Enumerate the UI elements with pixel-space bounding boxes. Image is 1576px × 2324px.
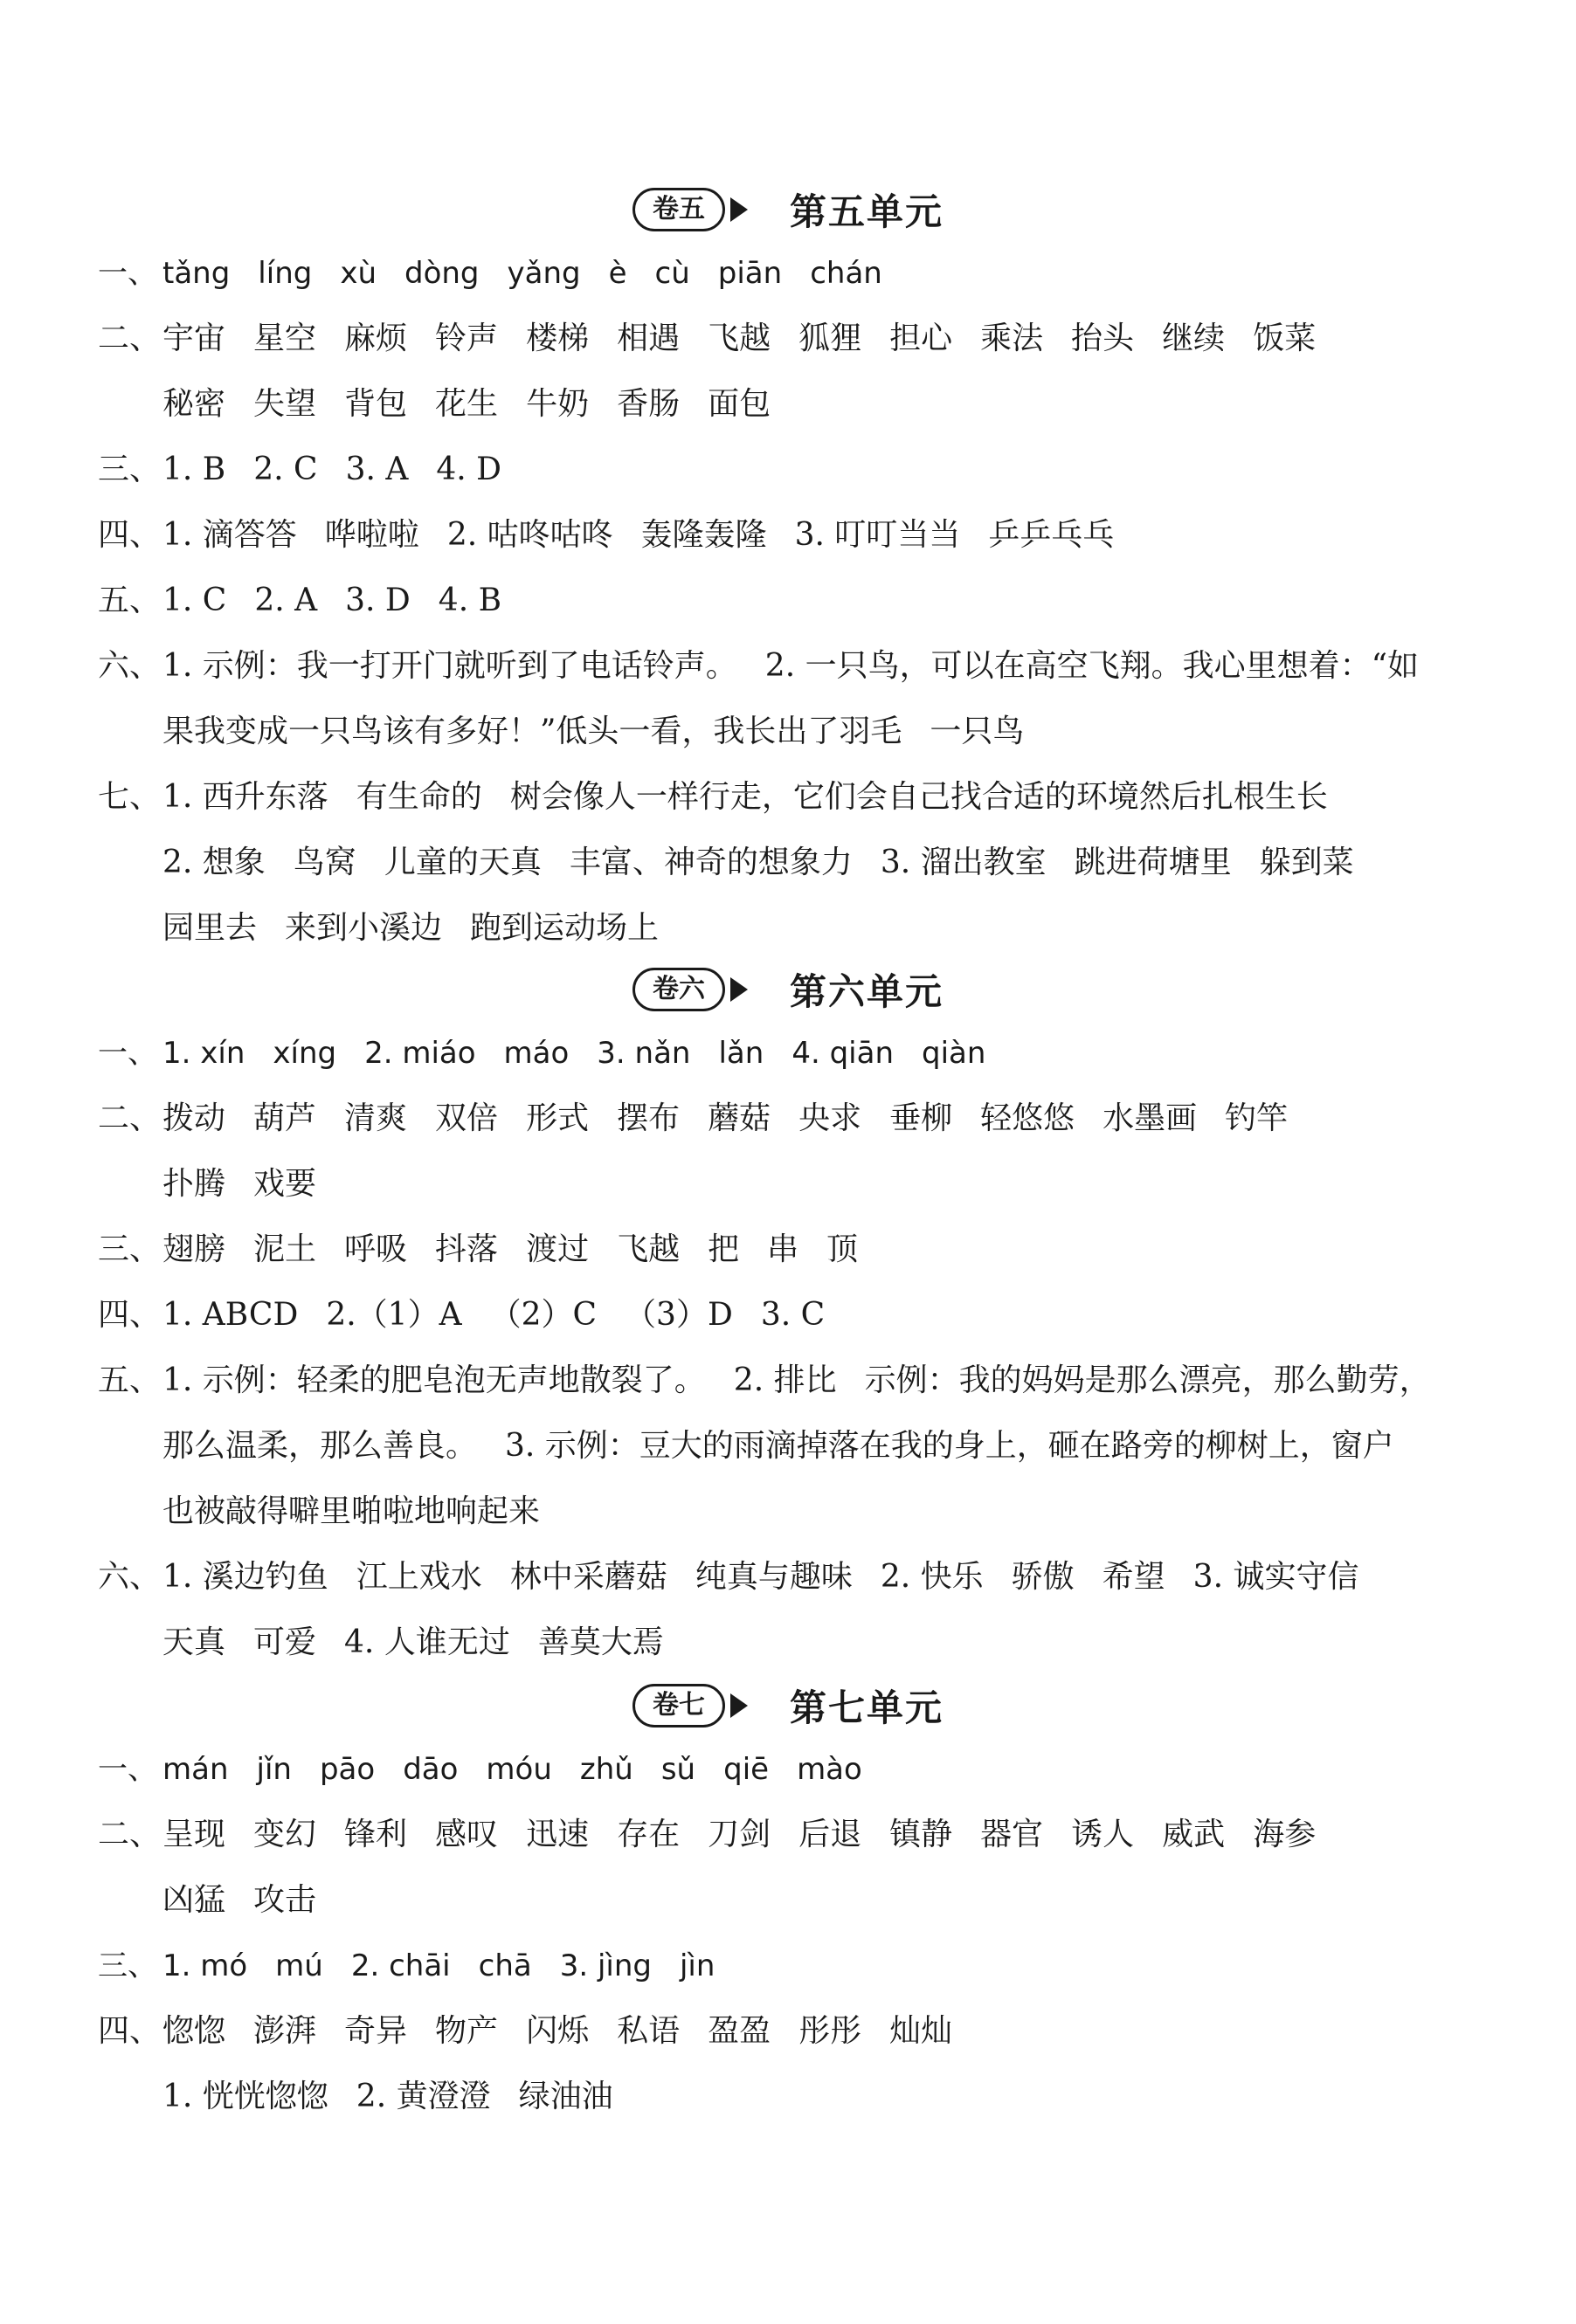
answer-token: 3. A [345, 452, 409, 487]
answer-text [162, 2071, 613, 2123]
answer-token: 闪烁 [526, 2013, 590, 2049]
answer-token: è [608, 256, 627, 291]
question-number: 四、 [98, 517, 162, 553]
answer-token: 楼梯 [526, 321, 590, 356]
answer-token: máo [503, 1036, 570, 1071]
answer-token: 镇静 [889, 1817, 953, 1852]
answer-token: jìn [679, 1948, 715, 1983]
question-number: 六、 [98, 648, 162, 684]
answer-text [162, 1355, 1431, 1407]
answer-token: 1. 滴答答 [162, 517, 297, 553]
answer-token: 林中采蘑菇 [509, 1559, 667, 1595]
answer-token: 垂柳 [889, 1100, 953, 1136]
answer-text [162, 444, 501, 496]
answer-token: 果我变成一只鸟该有多好！”低头一看，我长出了羽毛 [162, 714, 902, 749]
answer-token: 1. 示例：我一打开门就听到了电话铃声。 [162, 648, 737, 684]
answer-token: móu [486, 1752, 552, 1787]
unit-header [0, 179, 1576, 240]
answer-token: líng [258, 256, 313, 291]
answer-text [162, 1224, 858, 1276]
answer-text [162, 1940, 715, 1992]
answer-token: 也被敲得噼里啪啦地响起来 [162, 1493, 541, 1529]
answer-token: 形式 [526, 1100, 590, 1136]
answer-token: 后退 [798, 1817, 862, 1852]
answer-token: 感叹 [435, 1817, 499, 1852]
answer-token: （2）C [489, 1297, 598, 1333]
answer-text [162, 1158, 316, 1210]
answer-token: 丰富、神奇的想象力 [569, 845, 853, 880]
answer-token: 跑到运动场上 [470, 910, 660, 946]
unit-header [0, 1675, 1576, 1736]
answer-token: zhǔ [579, 1752, 633, 1787]
answer-token: 可爱 [253, 1624, 317, 1660]
answer-token: 2. 一只鸟，可以在高空飞翔。我心里想着：“如 [764, 648, 1419, 684]
answer-token: 迅速 [526, 1817, 590, 1852]
answer-token: 澎湃 [253, 2013, 317, 2049]
answer-token: mào [797, 1752, 862, 1787]
answer-token: 4. 人谁无过 [344, 1624, 510, 1660]
answer-text [162, 2005, 952, 2058]
answer-token: （3）D [625, 1297, 733, 1333]
answer-token: 泥土 [253, 1231, 317, 1267]
answer-token: 1. ABCD [162, 1297, 299, 1333]
answer-token: piān [717, 256, 783, 291]
answer-text [162, 771, 1328, 824]
answer-text [162, 640, 1419, 693]
play-arrow-icon [730, 197, 748, 222]
answer-token: 4. qiān [791, 1036, 894, 1071]
answer-token: chā [478, 1948, 532, 1983]
unit-header [0, 959, 1576, 1020]
answer-token: 1. 恍恍惚惚 [162, 2079, 328, 2114]
answer-token: 存在 [617, 1817, 681, 1852]
answer-text [162, 902, 659, 955]
answer-token: 轰隆轰隆 [640, 517, 767, 553]
answer-token: 清爽 [344, 1100, 408, 1136]
answer-token: 扑腾 [162, 1166, 226, 1202]
answer-token: 失望 [253, 386, 317, 422]
answer-text [162, 247, 882, 300]
unit-title: 第五单元 [789, 190, 944, 233]
answer-token: 天真 [162, 1624, 226, 1660]
answer-token: 江上戏水 [356, 1559, 482, 1595]
question-number: 一、 [98, 1752, 157, 1787]
answer-text [162, 1809, 1316, 1861]
answer-token: 背包 [344, 386, 408, 422]
answer-token: 奇异 [344, 2013, 408, 2049]
answer-token: 面包 [708, 386, 771, 422]
unit-title: 第六单元 [789, 970, 944, 1013]
answer-token: 惚惚 [162, 2013, 226, 2049]
question-number: 四、 [98, 1297, 162, 1333]
answer-token: 儿童的天真 [384, 845, 542, 880]
answer-token: 攻击 [253, 1882, 317, 1918]
question-number: 一、 [98, 1036, 157, 1071]
answer-token: 乘法 [980, 321, 1044, 356]
answer-token: 饭菜 [1253, 321, 1317, 356]
answer-text [162, 1486, 540, 1538]
answer-token: mán [162, 1752, 229, 1787]
answer-token: chán [810, 256, 882, 291]
answer-text [162, 1093, 1288, 1145]
answer-token: xíng [273, 1036, 337, 1071]
answer-token: 宇宙 [162, 321, 226, 356]
answer-token: 来到小溪边 [285, 910, 443, 946]
answer-token: 希望 [1102, 1559, 1165, 1595]
answer-token: 牛奶 [526, 386, 590, 422]
answer-token: qiàn [922, 1036, 986, 1071]
question-number: 三、 [98, 1231, 162, 1267]
answer-token: 2. 想象 [162, 845, 266, 880]
answer-token: 央求 [798, 1100, 862, 1136]
answer-token: 灿灿 [889, 2013, 953, 2049]
answer-token: 飞越 [708, 321, 771, 356]
answer-token: 蘑菇 [708, 1100, 771, 1136]
answer-token: 彤彤 [798, 2013, 862, 2049]
answer-token: 2. 咕咚咕咚 [446, 517, 613, 553]
answer-token: 铃声 [435, 321, 499, 356]
answer-token: 呈现 [162, 1817, 226, 1852]
answer-token: 戏要 [253, 1166, 317, 1202]
answer-token: 顶 [826, 1231, 859, 1267]
answer-token: 2. chāi [350, 1948, 451, 1983]
answer-token: 1. 示例：轻柔的肥皂泡无声地散裂了。 [162, 1362, 706, 1398]
answer-token: 刀剑 [708, 1817, 771, 1852]
unit-badge-label: 卷五 [632, 188, 725, 231]
question-number: 三、 [98, 1948, 157, 1983]
answer-token: 轻悠悠 [980, 1100, 1075, 1136]
answer-token: 私语 [617, 2013, 681, 2049]
answer-token: 香肠 [617, 386, 681, 422]
answer-token: 3. jìng [559, 1948, 652, 1983]
answer-text [162, 837, 1354, 889]
answer-token: 2. C [253, 452, 318, 487]
answer-token: 串 [767, 1231, 799, 1267]
question-number: 四、 [98, 2013, 162, 2049]
answer-token: 2. miáo [364, 1036, 476, 1071]
answer-text [162, 313, 1316, 365]
answer-token: 器官 [980, 1817, 1044, 1852]
answer-token: 2. A [254, 583, 318, 618]
answer-token: 3. 诚实守信 [1192, 1559, 1359, 1595]
answer-token: 1. B [162, 452, 226, 487]
answer-token: 水墨画 [1103, 1100, 1198, 1136]
answer-token: 4. D [436, 452, 502, 487]
answer-token: 3. C [760, 1297, 826, 1333]
answer-text [162, 509, 1114, 562]
answer-text [162, 1420, 1394, 1472]
answer-token: 1. C [162, 583, 227, 618]
answer-token: 乒乒乓乓 [988, 517, 1115, 553]
answer-token: 那么温柔，那么善良。 [162, 1428, 478, 1464]
answer-token: 继续 [1162, 321, 1226, 356]
answer-token: 变幻 [253, 1817, 317, 1852]
answer-text [162, 378, 771, 431]
answer-token: 哗啦啦 [324, 517, 419, 553]
answer-token: 3. 叮叮当当 [794, 517, 961, 553]
answer-token: 凶猛 [162, 1882, 226, 1918]
answer-token: 把 [708, 1231, 740, 1267]
answer-token: 担心 [889, 321, 953, 356]
answer-token: 3. D [345, 583, 411, 618]
answer-token: 相遇 [617, 321, 681, 356]
answer-token: 骄傲 [1011, 1559, 1075, 1595]
answer-token: xù [340, 256, 377, 291]
question-number: 六、 [98, 1559, 162, 1595]
answer-token: 1. mó [162, 1948, 248, 1983]
answer-token: 躲到菜 [1259, 845, 1354, 880]
answer-token: 鸟窝 [293, 845, 356, 880]
answer-token: 狐狸 [798, 321, 862, 356]
unit-badge-label: 卷七 [632, 1684, 725, 1727]
answer-token: 拨动 [162, 1100, 226, 1136]
answer-token: 善莫大焉 [537, 1624, 664, 1660]
answer-token: 1. xín [162, 1036, 245, 1071]
answer-token: 树会像人一样行走，它们会自己找合适的环境然后扎根生长 [509, 779, 1328, 815]
answer-token: 海参 [1253, 1817, 1317, 1852]
answer-token: 诱人 [1071, 1817, 1135, 1852]
question-number: 二、 [98, 1100, 162, 1136]
answer-token: 渡过 [526, 1231, 590, 1267]
answer-text [162, 706, 1024, 758]
answer-token: 盈盈 [708, 2013, 771, 2049]
answer-text [162, 1027, 985, 1079]
answer-token: 飞越 [617, 1231, 681, 1267]
answer-token: 钓竿 [1225, 1100, 1289, 1136]
answer-token: 纯真与趣味 [695, 1559, 853, 1595]
question-number: 七、 [98, 779, 162, 815]
answer-token: 跳进荷塘里 [1074, 845, 1232, 880]
answer-token: 威武 [1162, 1817, 1226, 1852]
answer-text [162, 1617, 664, 1669]
answer-token: 抬头 [1071, 321, 1135, 356]
answer-token: 2. 排比 [733, 1362, 837, 1398]
answer-token: 抖落 [435, 1231, 499, 1267]
answer-token: qiē [723, 1752, 770, 1787]
answer-token: 园里去 [162, 910, 258, 946]
question-number: 二、 [98, 1817, 162, 1852]
answer-token: 星空 [253, 321, 317, 356]
answer-token: cù [654, 256, 690, 291]
answer-text [162, 1551, 1358, 1603]
answer-token: 3. 示例：豆大的雨滴掉落在我的身上，砸在路旁的柳树上，窗户 [505, 1428, 1394, 1464]
answer-token: 3. nǎn [597, 1036, 691, 1071]
unit-title: 第七单元 [789, 1686, 944, 1729]
answer-text [162, 1743, 862, 1796]
answer-token: 花生 [435, 386, 499, 422]
answer-token: pāo [319, 1752, 376, 1787]
answer-token: 1. 溪边钓鱼 [162, 1559, 328, 1595]
answer-text [162, 1874, 316, 1927]
answer-token: dòng [404, 256, 480, 291]
answer-token: 锋利 [344, 1817, 408, 1852]
answer-token: yǎng [507, 256, 581, 291]
answer-token: 4. B [438, 583, 502, 618]
answer-token: 摆布 [617, 1100, 681, 1136]
answer-token: lǎn [718, 1036, 764, 1071]
answer-token: 示例：我的妈妈是那么漂亮，那么勤劳， [864, 1362, 1431, 1398]
question-number: 五、 [98, 583, 162, 618]
unit-badge [632, 188, 748, 231]
answer-token: sǔ [660, 1752, 696, 1787]
answer-token: 双倍 [435, 1100, 499, 1136]
answer-text [162, 1289, 825, 1341]
question-number: 五、 [98, 1362, 162, 1398]
unit-badge [632, 1684, 748, 1727]
answer-token: 有生命的 [356, 779, 482, 815]
answer-token: dāo [403, 1752, 459, 1787]
answer-token: 3. 溜出教室 [880, 845, 1047, 880]
answer-token: 2.（1）A [326, 1297, 462, 1333]
answer-token: 葫芦 [253, 1100, 317, 1136]
answer-token: 2. 快乐 [880, 1559, 984, 1595]
answer-token: 一只鸟 [930, 714, 1025, 749]
answer-token: jǐn [256, 1752, 292, 1787]
question-number: 二、 [98, 321, 162, 356]
answer-text [162, 575, 501, 627]
answer-token: 1. 西升东落 [162, 779, 328, 815]
answer-token: 物产 [435, 2013, 499, 2049]
unit-badge-label: 卷六 [632, 968, 725, 1011]
answer-token: tǎng [162, 256, 231, 291]
answer-token: 绿油油 [518, 2079, 613, 2114]
answer-token: 麻烦 [344, 321, 408, 356]
answer-token: 翅膀 [162, 1231, 226, 1267]
answer-token: 呼吸 [344, 1231, 408, 1267]
answer-token: 2. 黄澄澄 [356, 2079, 491, 2114]
play-arrow-icon [730, 1693, 748, 1718]
answer-token: mú [275, 1948, 323, 1983]
play-arrow-icon [730, 977, 748, 1002]
unit-badge [632, 968, 748, 1011]
answer-token: 秘密 [162, 386, 226, 422]
question-number: 三、 [98, 452, 162, 487]
question-number: 一、 [98, 256, 157, 291]
